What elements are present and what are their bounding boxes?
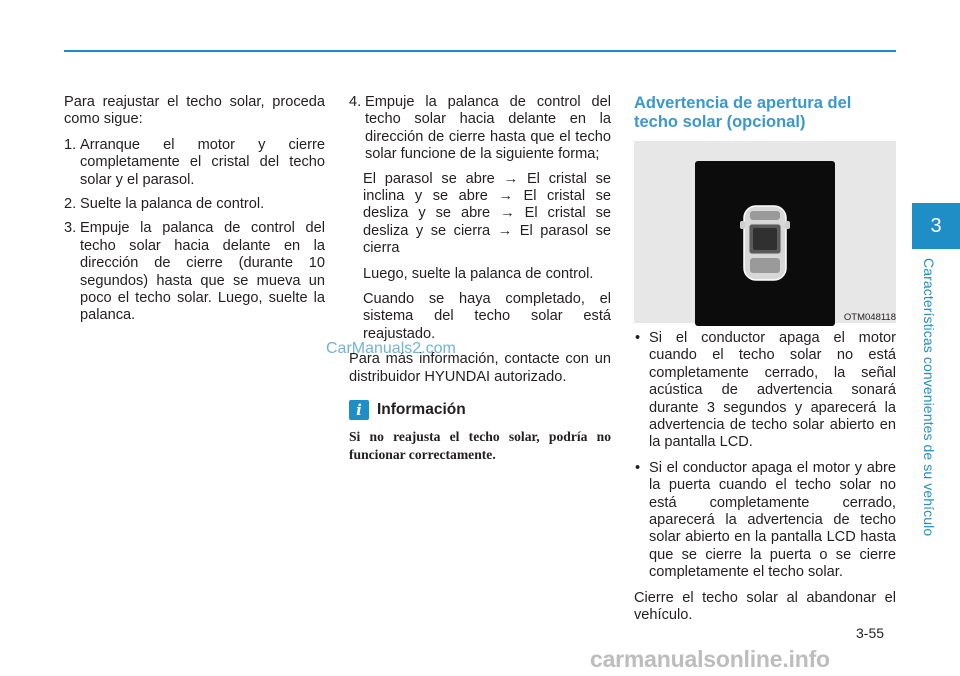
figure-code: OTM048118 (843, 311, 896, 323)
closing-text: Cierre el techo solar al abandonar el vehículo. (634, 589, 896, 624)
car-top-view-icon (695, 161, 835, 326)
step-text: Suelte la palanca de control. (80, 196, 265, 213)
step-number: 3. (64, 220, 77, 237)
bullet-icon: • (635, 459, 641, 476)
bullet-icon: • (635, 330, 641, 346)
column-middle (349, 94, 611, 463)
bullet-text: Si el conductor apaga el motor y abre la puerta cuando el techo solar no está completamente cerrado, aparecerá la advertencia de techo solar abierto en la pantalla LCD hasta que se cierre la puerta o se cierre completamente el techo solar. (649, 459, 896, 581)
section-heading: Advertencia de apertura del techo solar (opcional) (634, 94, 852, 131)
step-number: 1. (64, 136, 77, 153)
info-title: Información (377, 401, 466, 419)
intro-text: Para reajustar el techo solar, proceda como sigue: (64, 94, 325, 128)
column-right (634, 94, 896, 633)
cluster-display (695, 161, 835, 326)
step-text: Arranque el motor y cierre completamente el cristal del techo solar y el parasol. (80, 136, 325, 188)
info-text: Si no reajusta el techo solar, podría no funcionar correctamente. (349, 429, 611, 462)
figure (634, 141, 896, 323)
bullet-text: Si el conductor apaga el motor cuando el techo solar no está completamente cerrado, la señal acústica de advertencia sonará durante 3 segundos y aparecerá la advertencia de techo solar abierto en la pantalla LCD. (649, 330, 896, 451)
sequence-text: El parasol se abre → El cristal se inclina y se abre → El cristal se desliza y se abre → El cristal se desliza y se cierra → El parasol se cierra (363, 170, 611, 257)
step-text: Empuje la palanca de control del techo solar hacia delante en la dirección de cierre (durante 10 segundos) hasta que se mueva un poco el techo solar. Luego, suelte la palanca. (80, 220, 325, 324)
chapter-tab: 3 (912, 203, 960, 249)
contact-text: Para más información, contacte con un distribuidor HYUNDAI autorizado. (349, 351, 611, 385)
step-2 (64, 196, 325, 213)
completion-text: Cuando se haya completado, el sistema del techo solar está reajustado. (363, 291, 611, 342)
bullet-item (634, 330, 896, 452)
step-3 (64, 220, 325, 324)
bullet-item (634, 460, 896, 582)
release-text: Luego, suelte la palanca de control. (363, 265, 594, 282)
watermark-bottom[interactable]: carmanualsonline.info (590, 646, 830, 672)
step-1 (64, 137, 325, 189)
step-number: 4. (349, 94, 362, 110)
step-number: 2. (64, 196, 77, 213)
step-text: Empuje la palanca de control del techo solar hacia delante en la dirección de cierre hasta que el techo solar funcione de la siguiente forma; (365, 94, 611, 163)
info-icon: i (349, 400, 369, 420)
page-number: 3-55 (856, 625, 885, 641)
watermark-top[interactable]: CarManuals2.com (326, 340, 456, 357)
chapter-title: Características convenientes de su vehículo (921, 258, 937, 537)
info-header (349, 400, 611, 420)
column-left (64, 94, 325, 332)
top-rule (64, 50, 896, 52)
step-4 (349, 94, 611, 164)
